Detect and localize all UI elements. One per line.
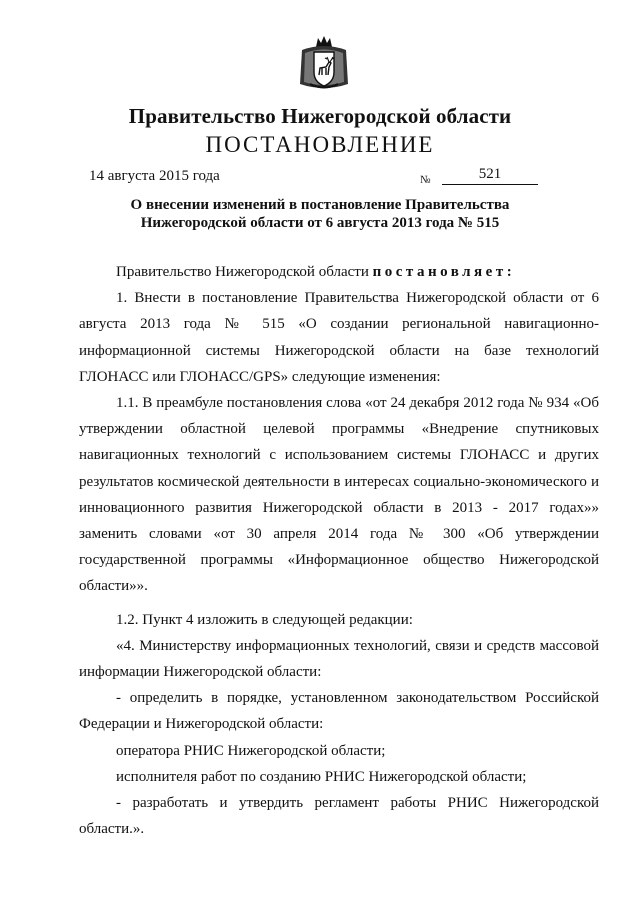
nizhny-novgorod-coat-of-arms-icon <box>298 34 350 92</box>
document-type: ПОСТАНОВЛЕНИЕ <box>205 132 435 157</box>
document-subject <box>0 196 640 232</box>
subject-line: О внесении изменений в постановление Правительства <box>130 197 510 213</box>
paragraph-1-1: 1.1. В преамбуле постановления слова «от 24 декабря 2012 года № 934 «Об утверждении областной целевой программы «Внедрение спутниковых навигационных технологий с использованием системы ГЛОНАСС и других результатов космической деятельности в интересах социально-экономического и инновационного развития Нижегородской области в 2013 - 2017 годах»» заменить словами «от 30 апреля 2014 года № 300 «Об утверждении государственной программы «Информационное общество Нижегородской области»». <box>79 395 599 595</box>
paragraph-4-item-d: - разработать и утвердить регламент работы РНИС Нижегородской области.». <box>79 795 599 838</box>
document-body <box>79 259 599 842</box>
document-date: 14 августа 2015 года <box>89 168 220 184</box>
document-number: 521 <box>442 166 538 185</box>
number-sign: № <box>420 174 431 186</box>
paragraph-4-item-b: оператора РНИС Нижегородской области; <box>116 742 386 759</box>
preamble-text: Правительство Нижегородской области <box>116 264 369 280</box>
paragraph-1: 1. Внести в постановление Правительства Нижегородской области от 6 августа 2013 года № 515 «О создании региональной навигационно-информационной системы Нижегородской области на базе технологий ГЛОНАСС или ГЛОНАСС/GPS» следующие изменения: <box>79 290 599 385</box>
preamble-verb: постановляет: <box>372 264 516 280</box>
paragraph-4: «4. Министерству информационных технологий, связи и средств массовой информации Нижегородской области: <box>79 637 599 681</box>
paragraph-4-item-c: исполнителя работ по созданию РНИС Нижегородской области; <box>116 768 527 785</box>
organization-title: Правительство Нижегородской области <box>128 104 512 128</box>
paragraph-1-2: 1.2. Пункт 4 изложить в следующей редакции: <box>116 611 413 628</box>
preamble-paragraph <box>79 259 599 285</box>
paragraph-4-item-a: - определить в порядке, установленном законодательством Российской Федерации и Нижегородской области: <box>79 690 599 733</box>
subject-line: Нижегородской области от 6 августа 2013 года № 515 <box>140 215 500 231</box>
